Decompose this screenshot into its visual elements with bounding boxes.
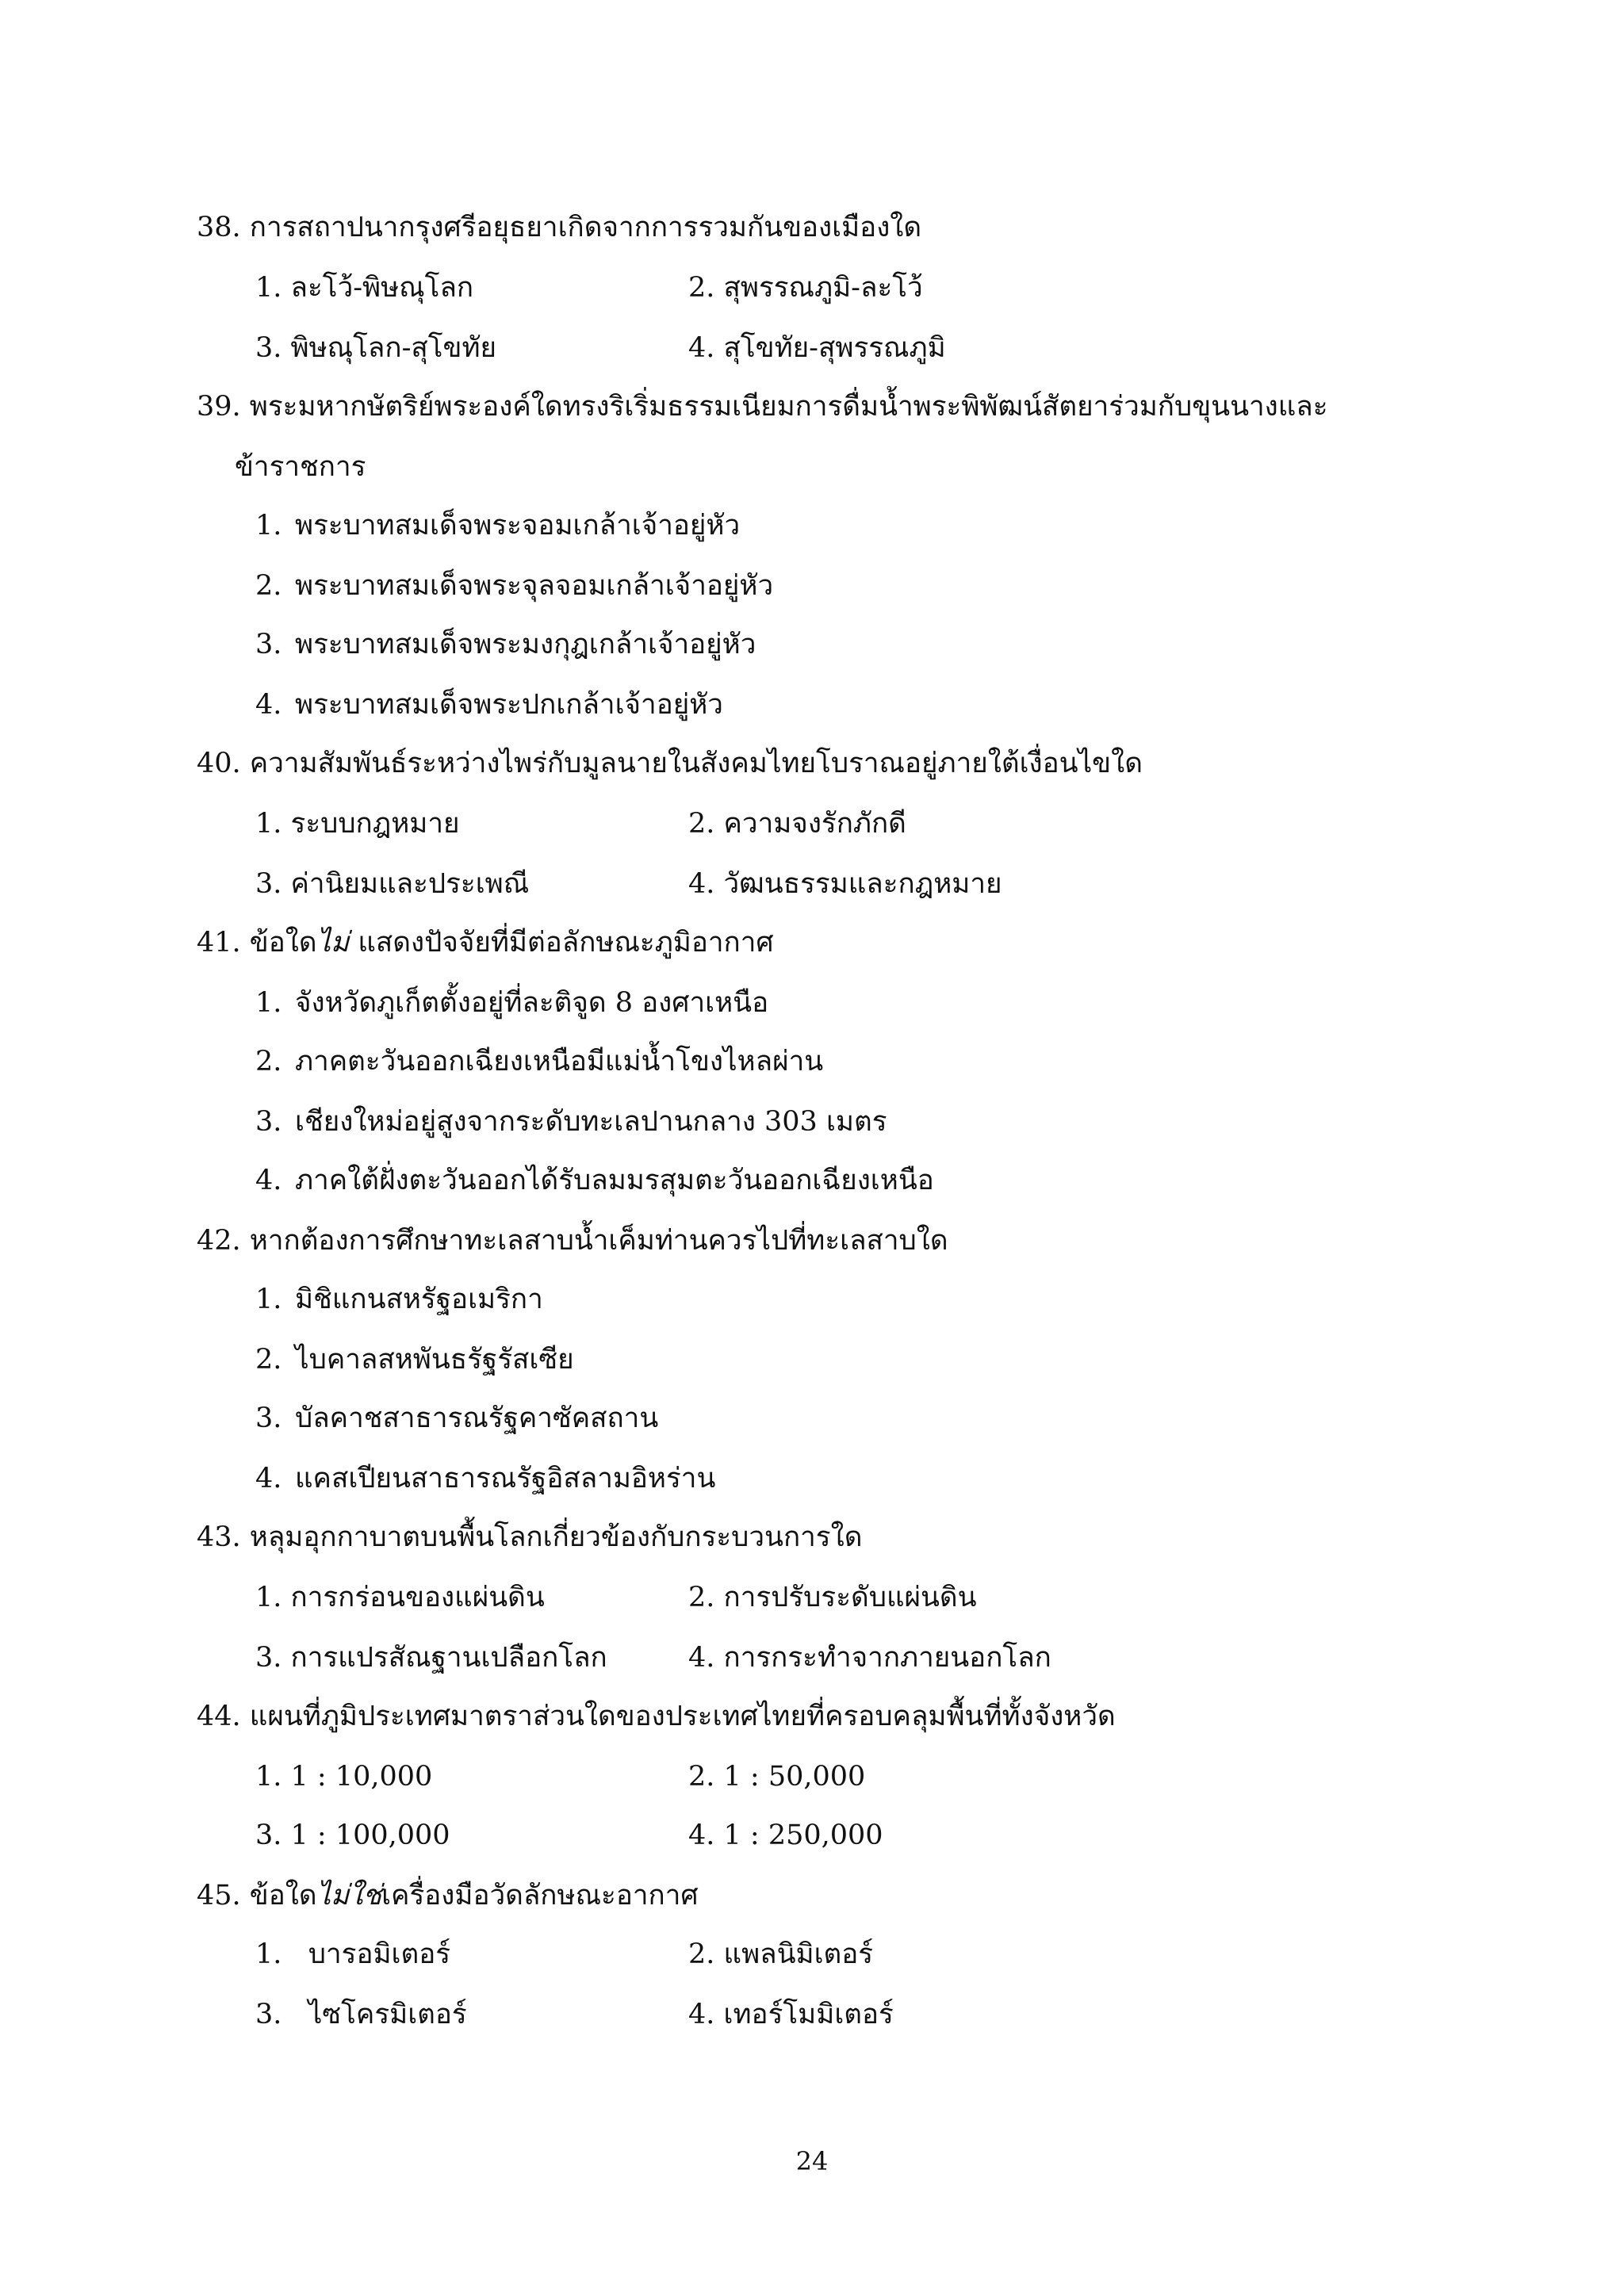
q42-option-3: บัลคาชสาธารณรัฐคาซัคสถาน <box>295 1402 659 1434</box>
q43-option-3: 3. การแปรสัณฐานเปลือกโลก <box>255 1642 607 1674</box>
q39-option-2-number: 2. <box>255 570 282 602</box>
question-41-emphasis: ไม่ <box>316 927 350 959</box>
q38-option-3: 3. พิษณุโลก-สุโขทัย <box>255 332 497 364</box>
q44-option-4: 4. 1 : 250,000 <box>688 1820 883 1851</box>
q39-option-3: พระบาทสมเด็จพระมงกุฎเกล้าเจ้าอยู่หัว <box>295 629 756 660</box>
q39-option-1: พระบาทสมเด็จพระจอมเกล้าเจ้าอยู่หัว <box>295 510 741 541</box>
q41-option-3: เชียงใหม่อยู่สูงจากระดับทะเลปานกลาง 303 เมตร <box>295 1106 887 1138</box>
q42-option-1-number: 1. <box>255 1284 282 1315</box>
q42-option-2: ไบคาลสหพันธรัฐรัสเซีย <box>295 1344 574 1376</box>
q38-option-1: 1. ละโว้-พิษณุโลก <box>255 272 474 304</box>
q42-option-4-number: 4. <box>255 1463 282 1494</box>
question-39: 39. พระมหากษัตริย์พระองค์ใดทรงริเริ่มธรรมเนียมการดื่มน้ำพระพิพัฒน์สัตยาร่วมกับขุนนางและ <box>197 391 1328 423</box>
q45-option-4: 4. เทอร์โมมิเตอร์ <box>688 1999 894 2030</box>
question-45-prefix: 45. ข้อใด <box>197 1880 317 1911</box>
q43-option-2: 2. การปรับระดับแผ่นดิน <box>688 1582 977 1613</box>
q44-option-2: 2. 1 : 50,000 <box>688 1761 866 1793</box>
q40-option-2: 2. ความจงรักภักดี <box>688 808 906 840</box>
q42-option-2-number: 2. <box>255 1344 282 1376</box>
q43-option-4: 4. การกระทำจากภายนอกโลก <box>688 1642 1051 1674</box>
question-45-emphasis: ไม่ใช่ <box>316 1880 382 1911</box>
q43-option-1: 1. การกร่อนของแผ่นดิน <box>255 1582 545 1613</box>
q38-option-2: 2. สุพรรณภูมิ-ละโว้ <box>688 272 923 304</box>
q45-option-3: 3. ไซโครมิเตอร์ <box>255 1999 467 2030</box>
question-38: 38. การสถาปนากรุงศรีอยุธยาเกิดจากการรวมกันของเมืองใด <box>197 212 922 243</box>
question-45-suffix: เครื่องมือวัดลักษณะอากาศ <box>381 1880 699 1911</box>
q39-option-2: พระบาทสมเด็จพระจุลจอมเกล้าเจ้าอยู่หัว <box>295 570 774 602</box>
q41-option-3-number: 3. <box>255 1106 282 1138</box>
q40-option-3: 3. ค่านิยมและประเพณี <box>255 868 530 900</box>
q41-option-4: ภาคใต้ฝั่งตะวันออกได้รับลมมรสุมตะวันออกเฉียงเหนือ <box>295 1165 934 1196</box>
q41-option-1: จังหวัดภูเก็ตตั้งอยู่ที่ละติจูด 8 องศาเหนือ <box>295 987 769 1019</box>
q39-option-1-number: 1. <box>255 510 282 541</box>
q40-option-4: 4. วัฒนธรรมและกฎหมาย <box>688 868 1002 900</box>
q44-option-1: 1. 1 : 10,000 <box>255 1761 433 1793</box>
question-44: 44. แผนที่ภูมิประเทศมาตราส่วนใดของประเทศไทยที่ครอบคลุมพื้นที่ทั้งจังหวัด <box>197 1701 1116 1732</box>
question-40: 40. ความสัมพันธ์ระหว่างไพร่กับมูลนายในสังคมไทยโบราณอยู่ภายใต้เงื่อนไขใด <box>197 748 1143 779</box>
q44-option-3: 3. 1 : 100,000 <box>255 1820 450 1851</box>
question-39-continuation: ข้าราชการ <box>235 451 366 483</box>
q42-option-4: แคสเปียนสาธารณรัฐอิสลามอิหร่าน <box>295 1463 716 1494</box>
q41-option-2: ภาคตะวันออกเฉียงเหนือมีแม่น้ำโขงไหลผ่าน <box>295 1046 824 1077</box>
question-41-suffix: แสดงปัจจัยที่มีต่อลักษณะภูมิอากาศ <box>349 927 774 959</box>
q45-option-2: 2. แพลนิมิเตอร์ <box>688 1938 874 1970</box>
question-42: 42. หากต้องการศึกษาทะเลสาบน้ำเค็มท่านควรไปที่ทะเลสาบใด <box>197 1225 948 1257</box>
question-41 <box>197 923 774 962</box>
q41-option-4-number: 4. <box>255 1165 282 1196</box>
q45-option-1: 1. บารอมิเตอร์ <box>255 1938 451 1970</box>
page-number: 24 <box>795 2146 829 2176</box>
q39-option-3-number: 3. <box>255 629 282 660</box>
q41-option-1-number: 1. <box>255 987 282 1019</box>
question-41-prefix: 41. ข้อใด <box>197 927 317 959</box>
q39-option-4-number: 4. <box>255 689 282 721</box>
q38-option-4: 4. สุโขทัย-สุพรรณภูมิ <box>688 332 946 364</box>
q42-option-3-number: 3. <box>255 1402 282 1434</box>
question-43: 43. หลุมอุกกาบาตบนพื้นโลกเกี่ยวข้องกับกระบวนการใด <box>197 1521 863 1553</box>
q39-option-4: พระบาทสมเด็จพระปกเกล้าเจ้าอยู่หัว <box>295 689 723 721</box>
q40-option-1: 1. ระบบกฎหมาย <box>255 808 460 840</box>
question-45 <box>197 1876 699 1915</box>
q42-option-1: มิชิแกนสหรัฐอเมริกา <box>295 1284 543 1315</box>
q41-option-2-number: 2. <box>255 1046 282 1077</box>
